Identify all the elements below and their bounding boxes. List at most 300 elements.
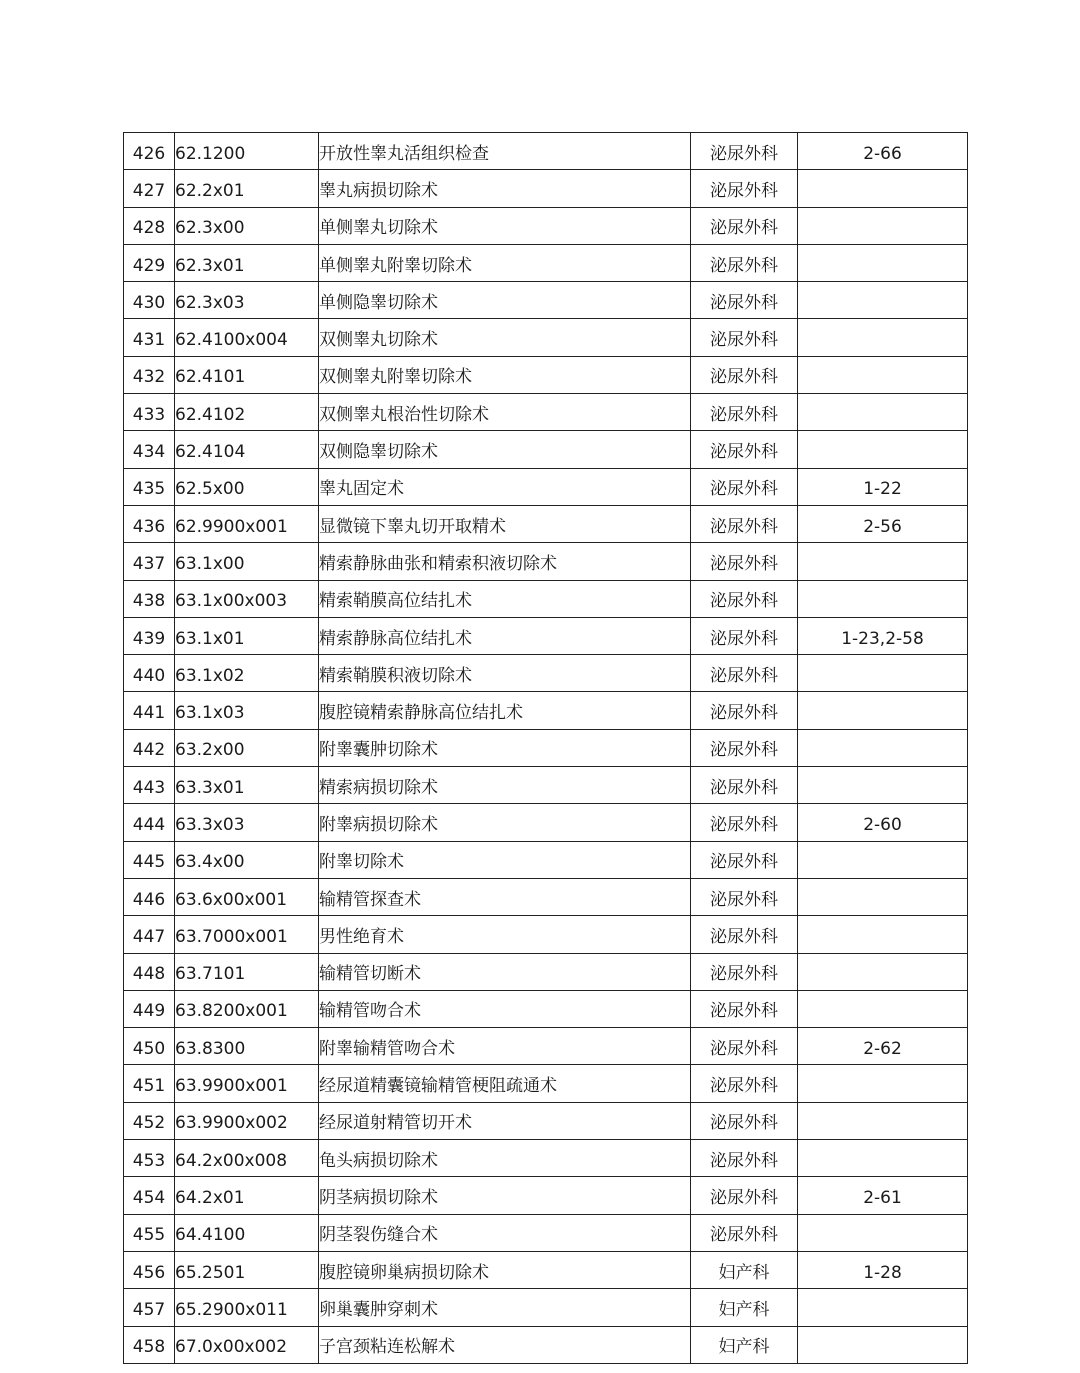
procedure-name-text: 双侧隐睾切除术 bbox=[319, 442, 438, 463]
procedure-name-text: 附睾输精管吻合术 bbox=[319, 1038, 455, 1059]
table-row bbox=[124, 692, 968, 729]
reference-cell bbox=[798, 207, 968, 244]
procedure-code-cell bbox=[175, 207, 319, 244]
row-number-cell bbox=[124, 244, 175, 281]
procedure-name-text: 子宫颈粘连松解术 bbox=[319, 1337, 455, 1358]
procedure-name-cell bbox=[319, 170, 691, 207]
table-row bbox=[124, 133, 968, 170]
procedure-name-cell bbox=[319, 916, 691, 953]
table-row bbox=[124, 468, 968, 505]
row-number-text: 428 bbox=[132, 218, 166, 239]
procedure-name-text: 单侧睾丸附睾切除术 bbox=[319, 255, 472, 276]
reference-cell bbox=[798, 356, 968, 393]
department-cell bbox=[691, 394, 798, 431]
department-cell bbox=[691, 767, 798, 804]
procedure-name-cell bbox=[319, 468, 691, 505]
procedure-name-cell bbox=[319, 1251, 691, 1288]
procedure-name-text: 卵巢囊肿穿刺术 bbox=[319, 1299, 438, 1320]
row-number-text: 436 bbox=[132, 516, 166, 537]
department-text: 泌尿外科 bbox=[710, 218, 778, 239]
procedure-name-text: 双侧睾丸根治性切除术 bbox=[319, 404, 489, 425]
row-number-text: 434 bbox=[132, 442, 166, 463]
reference-text bbox=[798, 260, 967, 266]
table-row bbox=[124, 729, 968, 766]
reference-text: 2-62 bbox=[863, 1038, 902, 1059]
procedure-code-text: 63.3x03 bbox=[175, 814, 245, 835]
table-row bbox=[124, 655, 968, 692]
procedure-code-cell bbox=[175, 394, 319, 431]
procedure-code-cell bbox=[175, 1065, 319, 1102]
department-cell bbox=[691, 207, 798, 244]
row-number-cell bbox=[124, 692, 175, 729]
table-row bbox=[124, 319, 968, 356]
department-cell bbox=[691, 655, 798, 692]
procedure-name-text: 显微镜下睾丸切开取精术 bbox=[319, 516, 506, 537]
department-cell bbox=[691, 468, 798, 505]
procedure-name-text: 精索鞘膜高位结扎术 bbox=[319, 591, 472, 612]
row-number-text: 455 bbox=[132, 1225, 166, 1246]
row-number-text: 427 bbox=[132, 180, 166, 201]
procedure-code-cell bbox=[175, 244, 319, 281]
procedure-name-cell bbox=[319, 244, 691, 281]
department-text: 泌尿外科 bbox=[710, 777, 778, 798]
reference-cell bbox=[798, 468, 968, 505]
procedure-code-text: 63.4x00 bbox=[175, 852, 245, 873]
department-text: 泌尿外科 bbox=[710, 628, 778, 649]
row-number-cell bbox=[124, 543, 175, 580]
table-row bbox=[124, 1214, 968, 1251]
row-number-cell bbox=[124, 133, 175, 170]
procedure-code-cell bbox=[175, 1028, 319, 1065]
department-text: 泌尿外科 bbox=[710, 1038, 778, 1059]
reference-text bbox=[798, 1342, 967, 1348]
procedure-code-text: 62.3x01 bbox=[175, 255, 245, 276]
procedure-name-text: 睾丸病损切除术 bbox=[319, 180, 438, 201]
table-row bbox=[124, 878, 968, 915]
reference-cell bbox=[798, 543, 968, 580]
department-cell bbox=[691, 1214, 798, 1251]
reference-text bbox=[798, 372, 967, 378]
department-text: 泌尿外科 bbox=[710, 1225, 778, 1246]
row-number-text: 458 bbox=[132, 1337, 166, 1358]
reference-cell bbox=[798, 655, 968, 692]
reference-text bbox=[798, 447, 967, 453]
procedure-code-text: 62.5x00 bbox=[175, 479, 245, 500]
table-row bbox=[124, 841, 968, 878]
procedure-code-cell bbox=[175, 1326, 319, 1363]
row-number-cell bbox=[124, 468, 175, 505]
procedure-code-cell bbox=[175, 617, 319, 654]
department-text: 泌尿外科 bbox=[710, 591, 778, 612]
department-text: 泌尿外科 bbox=[710, 889, 778, 910]
department-text: 泌尿外科 bbox=[710, 479, 778, 500]
procedure-name-text: 双侧睾丸附睾切除术 bbox=[319, 367, 472, 388]
department-cell bbox=[691, 505, 798, 542]
department-text: 泌尿外科 bbox=[710, 180, 778, 201]
row-number-text: 451 bbox=[132, 1076, 166, 1097]
procedure-code-text: 64.4100 bbox=[175, 1225, 246, 1246]
department-cell bbox=[691, 133, 798, 170]
reference-text bbox=[798, 297, 967, 303]
procedure-name-cell bbox=[319, 1028, 691, 1065]
procedure-code-text: 63.9900x001 bbox=[175, 1076, 288, 1097]
row-number-text: 430 bbox=[132, 292, 166, 313]
row-number-cell bbox=[124, 1177, 175, 1214]
department-text: 泌尿外科 bbox=[710, 1113, 778, 1134]
row-number-text: 450 bbox=[132, 1038, 166, 1059]
procedure-code-text: 63.7000x001 bbox=[175, 926, 288, 947]
procedure-name-cell bbox=[319, 1326, 691, 1363]
procedure-code-cell bbox=[175, 804, 319, 841]
procedure-name-text: 睾丸固定术 bbox=[319, 479, 404, 500]
procedure-code-cell bbox=[175, 1214, 319, 1251]
reference-text bbox=[798, 1230, 967, 1236]
row-number-text: 442 bbox=[132, 740, 166, 761]
department-cell bbox=[691, 244, 798, 281]
table-row bbox=[124, 617, 968, 654]
department-cell bbox=[691, 1289, 798, 1326]
reference-cell bbox=[798, 282, 968, 319]
reference-cell bbox=[798, 767, 968, 804]
procedure-code-cell bbox=[175, 878, 319, 915]
row-number-cell bbox=[124, 878, 175, 915]
reference-cell bbox=[798, 1065, 968, 1102]
reference-cell bbox=[798, 1140, 968, 1177]
reference-text bbox=[798, 931, 967, 937]
procedure-name-text: 开放性睾丸活组织检查 bbox=[319, 143, 489, 164]
procedure-name-text: 输精管吻合术 bbox=[319, 1001, 421, 1022]
reference-text bbox=[798, 670, 967, 676]
procedure-table bbox=[123, 132, 968, 1364]
row-number-cell bbox=[124, 767, 175, 804]
procedure-name-cell bbox=[319, 953, 691, 990]
row-number-cell bbox=[124, 1251, 175, 1288]
row-number-cell bbox=[124, 655, 175, 692]
department-cell bbox=[691, 953, 798, 990]
procedure-code-cell bbox=[175, 1177, 319, 1214]
reference-text: 2-56 bbox=[863, 516, 902, 537]
procedure-name-cell bbox=[319, 804, 691, 841]
procedure-name-text: 双侧睾丸切除术 bbox=[319, 330, 438, 351]
department-cell bbox=[691, 319, 798, 356]
row-number-text: 433 bbox=[132, 404, 166, 425]
procedure-code-text: 63.1x00x003 bbox=[175, 591, 288, 612]
department-cell bbox=[691, 878, 798, 915]
procedure-name-cell bbox=[319, 1065, 691, 1102]
department-text: 妇产科 bbox=[718, 1337, 770, 1358]
reference-cell bbox=[798, 841, 968, 878]
procedure-code-text: 62.4100x004 bbox=[175, 330, 288, 351]
reference-cell bbox=[798, 133, 968, 170]
procedure-code-text: 62.4101 bbox=[175, 367, 246, 388]
department-cell bbox=[691, 841, 798, 878]
row-number-text: 438 bbox=[132, 591, 166, 612]
row-number-cell bbox=[124, 170, 175, 207]
reference-text: 2-60 bbox=[863, 814, 902, 835]
row-number-text: 449 bbox=[132, 1001, 166, 1022]
procedure-code-text: 63.1x03 bbox=[175, 703, 245, 724]
procedure-code-text: 63.3x01 bbox=[175, 777, 245, 798]
procedure-name-text: 龟头病损切除术 bbox=[319, 1150, 438, 1171]
procedure-name-cell bbox=[319, 617, 691, 654]
reference-cell bbox=[798, 170, 968, 207]
row-number-cell bbox=[124, 729, 175, 766]
reference-cell bbox=[798, 1251, 968, 1288]
procedure-code-cell bbox=[175, 729, 319, 766]
procedure-code-text: 62.4102 bbox=[175, 404, 246, 425]
procedure-name-cell bbox=[319, 692, 691, 729]
procedure-code-text: 62.3x00 bbox=[175, 218, 245, 239]
procedure-code-cell bbox=[175, 1140, 319, 1177]
procedure-name-text: 精索鞘膜积液切除术 bbox=[319, 665, 472, 686]
procedure-code-text: 67.0x00x002 bbox=[175, 1337, 288, 1358]
reference-cell bbox=[798, 580, 968, 617]
reference-cell bbox=[798, 878, 968, 915]
procedure-name-cell bbox=[319, 431, 691, 468]
reference-text: 1-22 bbox=[863, 479, 902, 500]
table-row bbox=[124, 394, 968, 431]
department-cell bbox=[691, 1102, 798, 1139]
row-number-cell bbox=[124, 1102, 175, 1139]
reference-text bbox=[798, 409, 967, 415]
procedure-code-text: 63.1x01 bbox=[175, 628, 245, 649]
reference-cell bbox=[798, 394, 968, 431]
table-row bbox=[124, 1102, 968, 1139]
procedure-code-text: 63.6x00x001 bbox=[175, 889, 288, 910]
department-cell bbox=[691, 356, 798, 393]
procedure-name-cell bbox=[319, 505, 691, 542]
procedure-code-cell bbox=[175, 282, 319, 319]
reference-text bbox=[798, 223, 967, 229]
department-text: 泌尿外科 bbox=[710, 964, 778, 985]
reference-cell bbox=[798, 1326, 968, 1363]
department-cell bbox=[691, 431, 798, 468]
procedure-name-cell bbox=[319, 319, 691, 356]
procedure-name-cell bbox=[319, 1102, 691, 1139]
procedure-name-text: 附睾囊肿切除术 bbox=[319, 740, 438, 761]
table-row bbox=[124, 244, 968, 281]
table-row bbox=[124, 431, 968, 468]
reference-cell bbox=[798, 1177, 968, 1214]
department-cell bbox=[691, 804, 798, 841]
table-row bbox=[124, 1177, 968, 1214]
table-row bbox=[124, 1251, 968, 1288]
procedure-name-text: 附睾切除术 bbox=[319, 852, 404, 873]
table-row bbox=[124, 580, 968, 617]
department-text: 妇产科 bbox=[718, 1262, 770, 1283]
procedure-name-text: 输精管探查术 bbox=[319, 889, 421, 910]
row-number-cell bbox=[124, 1140, 175, 1177]
row-number-cell bbox=[124, 1289, 175, 1326]
department-cell bbox=[691, 990, 798, 1027]
procedure-name-text: 阴茎裂伤缝合术 bbox=[319, 1225, 438, 1246]
procedure-name-text: 单侧隐睾切除术 bbox=[319, 292, 438, 313]
procedure-code-text: 65.2900x011 bbox=[175, 1299, 288, 1320]
row-number-cell bbox=[124, 617, 175, 654]
reference-cell bbox=[798, 244, 968, 281]
department-cell bbox=[691, 692, 798, 729]
department-text: 妇产科 bbox=[718, 1299, 770, 1320]
department-cell bbox=[691, 1028, 798, 1065]
row-number-text: 443 bbox=[132, 777, 166, 798]
procedure-name-text: 输精管切断术 bbox=[319, 964, 421, 985]
department-text: 泌尿外科 bbox=[710, 665, 778, 686]
row-number-text: 447 bbox=[132, 926, 166, 947]
department-cell bbox=[691, 1251, 798, 1288]
procedure-name-cell bbox=[319, 394, 691, 431]
reference-cell bbox=[798, 916, 968, 953]
department-text: 泌尿外科 bbox=[710, 404, 778, 425]
row-number-cell bbox=[124, 841, 175, 878]
procedure-name-cell bbox=[319, 767, 691, 804]
row-number-cell bbox=[124, 990, 175, 1027]
procedure-code-cell bbox=[175, 953, 319, 990]
procedure-code-text: 62.3x03 bbox=[175, 292, 245, 313]
reference-cell bbox=[798, 804, 968, 841]
row-number-text: 431 bbox=[132, 330, 166, 351]
row-number-text: 435 bbox=[132, 479, 166, 500]
row-number-cell bbox=[124, 953, 175, 990]
row-number-cell bbox=[124, 207, 175, 244]
table-row bbox=[124, 356, 968, 393]
procedure-name-text: 经尿道精囊镜输精管梗阻疏通术 bbox=[319, 1076, 557, 1097]
procedure-name-cell bbox=[319, 356, 691, 393]
table-row bbox=[124, 1289, 968, 1326]
procedure-code-cell bbox=[175, 841, 319, 878]
department-text: 泌尿外科 bbox=[710, 330, 778, 351]
reference-cell bbox=[798, 505, 968, 542]
row-number-text: 454 bbox=[132, 1187, 166, 1208]
department-cell bbox=[691, 1177, 798, 1214]
department-text: 泌尿外科 bbox=[710, 442, 778, 463]
department-cell bbox=[691, 617, 798, 654]
procedure-name-text: 经尿道射精管切开术 bbox=[319, 1113, 472, 1134]
row-number-text: 457 bbox=[132, 1299, 166, 1320]
row-number-text: 452 bbox=[132, 1113, 166, 1134]
reference-text bbox=[798, 894, 967, 900]
reference-text bbox=[798, 596, 967, 602]
procedure-code-cell bbox=[175, 1102, 319, 1139]
department-cell bbox=[691, 1140, 798, 1177]
procedure-name-cell bbox=[319, 1140, 691, 1177]
row-number-text: 437 bbox=[132, 553, 166, 574]
row-number-cell bbox=[124, 1065, 175, 1102]
reference-text bbox=[798, 708, 967, 714]
table-row bbox=[124, 1065, 968, 1102]
department-text: 泌尿外科 bbox=[710, 1187, 778, 1208]
procedure-name-text: 腹腔镜精索静脉高位结扎术 bbox=[319, 703, 523, 724]
department-text: 泌尿外科 bbox=[710, 516, 778, 537]
table-row bbox=[124, 282, 968, 319]
reference-cell bbox=[798, 1028, 968, 1065]
row-number-cell bbox=[124, 580, 175, 617]
reference-text bbox=[798, 782, 967, 788]
department-text: 泌尿外科 bbox=[710, 926, 778, 947]
procedure-name-text: 精索静脉曲张和精索积液切除术 bbox=[319, 553, 557, 574]
reference-cell bbox=[798, 692, 968, 729]
department-text: 泌尿外科 bbox=[710, 1001, 778, 1022]
row-number-cell bbox=[124, 282, 175, 319]
procedure-code-text: 62.2x01 bbox=[175, 180, 245, 201]
table-row bbox=[124, 207, 968, 244]
procedure-code-cell bbox=[175, 543, 319, 580]
procedure-code-cell bbox=[175, 468, 319, 505]
department-text: 泌尿外科 bbox=[710, 1076, 778, 1097]
table-row bbox=[124, 1028, 968, 1065]
procedure-code-cell bbox=[175, 170, 319, 207]
procedure-code-cell bbox=[175, 319, 319, 356]
row-number-cell bbox=[124, 505, 175, 542]
row-number-text: 440 bbox=[132, 665, 166, 686]
reference-text bbox=[798, 558, 967, 564]
procedure-name-text: 男性绝育术 bbox=[319, 926, 404, 947]
reference-text bbox=[798, 335, 967, 341]
procedure-code-text: 63.2x00 bbox=[175, 740, 245, 761]
procedure-name-cell bbox=[319, 1177, 691, 1214]
reference-cell bbox=[798, 1214, 968, 1251]
reference-text: 1-23,2-58 bbox=[841, 628, 924, 649]
procedure-name-cell bbox=[319, 729, 691, 766]
row-number-text: 426 bbox=[132, 143, 166, 164]
procedure-code-cell bbox=[175, 505, 319, 542]
row-number-text: 453 bbox=[132, 1150, 166, 1171]
table-row bbox=[124, 1140, 968, 1177]
department-text: 泌尿外科 bbox=[710, 703, 778, 724]
procedure-name-cell bbox=[319, 543, 691, 580]
reference-text bbox=[798, 857, 967, 863]
procedure-code-cell bbox=[175, 133, 319, 170]
department-text: 泌尿外科 bbox=[710, 852, 778, 873]
table-row bbox=[124, 804, 968, 841]
department-text: 泌尿外科 bbox=[710, 143, 778, 164]
procedure-code-text: 62.9900x001 bbox=[175, 516, 288, 537]
row-number-text: 445 bbox=[132, 852, 166, 873]
procedure-name-text: 阴茎病损切除术 bbox=[319, 1187, 438, 1208]
procedure-name-cell bbox=[319, 580, 691, 617]
reference-cell bbox=[798, 617, 968, 654]
row-number-cell bbox=[124, 804, 175, 841]
procedure-code-text: 62.1200 bbox=[175, 143, 246, 164]
procedure-code-cell bbox=[175, 692, 319, 729]
table-row bbox=[124, 767, 968, 804]
reference-cell bbox=[798, 953, 968, 990]
row-number-cell bbox=[124, 356, 175, 393]
row-number-text: 432 bbox=[132, 367, 166, 388]
reference-cell bbox=[798, 319, 968, 356]
department-text: 泌尿外科 bbox=[710, 1150, 778, 1171]
department-text: 泌尿外科 bbox=[710, 292, 778, 313]
table-row bbox=[124, 1326, 968, 1363]
row-number-cell bbox=[124, 1028, 175, 1065]
procedure-name-cell bbox=[319, 207, 691, 244]
procedure-code-cell bbox=[175, 1251, 319, 1288]
procedure-code-cell bbox=[175, 655, 319, 692]
department-cell bbox=[691, 170, 798, 207]
procedure-name-cell bbox=[319, 655, 691, 692]
procedure-name-cell bbox=[319, 1214, 691, 1251]
table-row bbox=[124, 916, 968, 953]
row-number-text: 429 bbox=[132, 255, 166, 276]
row-number-text: 441 bbox=[132, 703, 166, 724]
reference-cell bbox=[798, 431, 968, 468]
row-number-text: 448 bbox=[132, 964, 166, 985]
reference-text: 1-28 bbox=[863, 1262, 902, 1283]
procedure-code-text: 63.7101 bbox=[175, 964, 246, 985]
procedure-code-cell bbox=[175, 1289, 319, 1326]
reference-text bbox=[798, 1155, 967, 1161]
reference-text bbox=[798, 1006, 967, 1012]
procedure-name-cell bbox=[319, 282, 691, 319]
